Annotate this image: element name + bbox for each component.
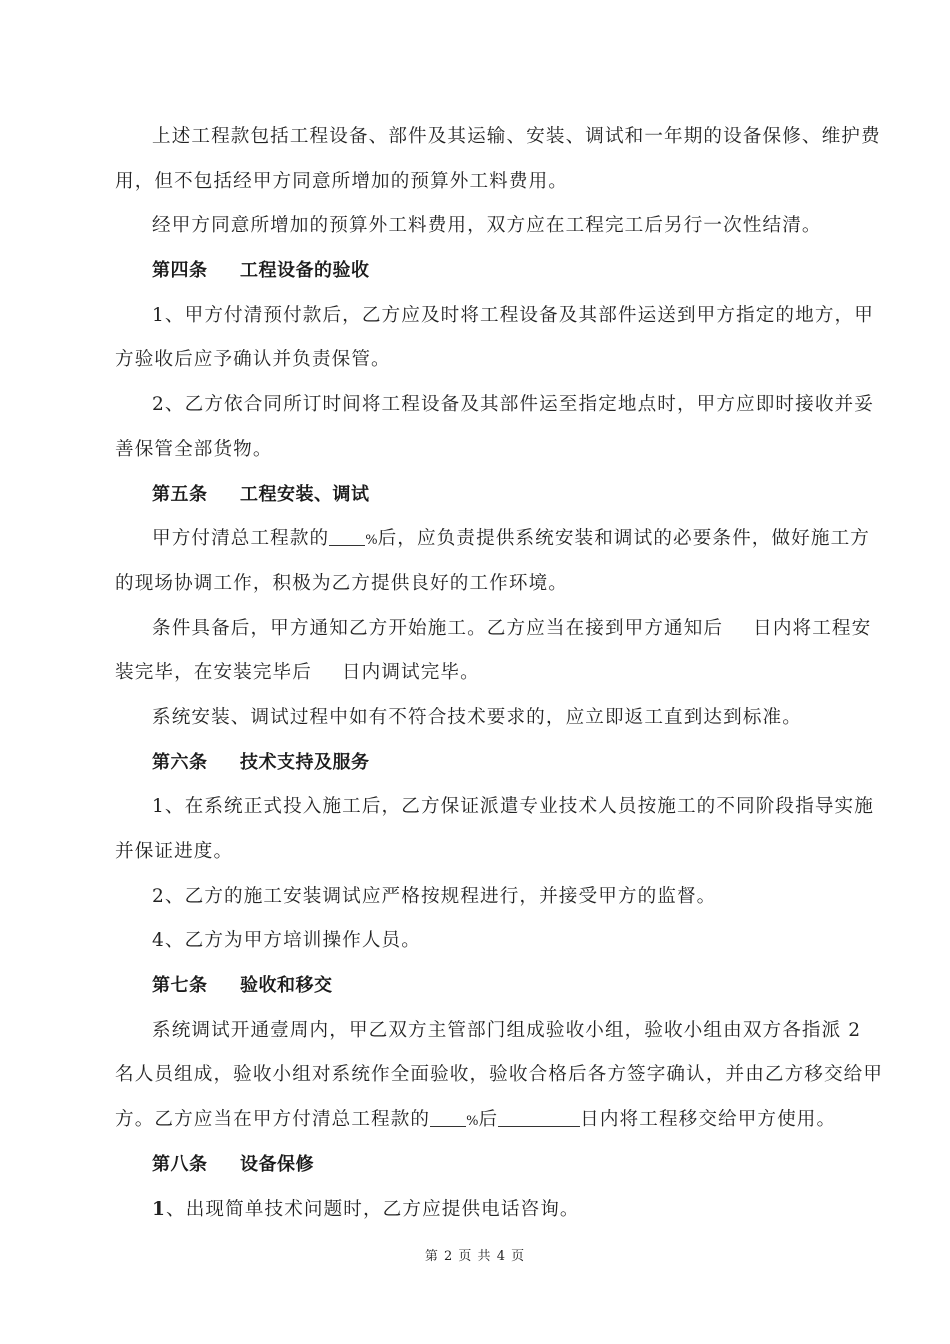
article-number: 第五条 <box>152 483 208 505</box>
paragraph-line: 系统调试开通壹周内，甲乙双方主管部门组成验收小组，验收小组由双方各指派 2 <box>152 1019 862 1041</box>
article-6-heading <box>115 748 837 793</box>
paragraph-line <box>115 1105 837 1150</box>
text-segment: 甲方付清总工程款的 <box>152 528 330 550</box>
item-number: 1 <box>152 1198 167 1220</box>
article-number: 第七条 <box>152 975 208 997</box>
article-number: 第四条 <box>152 260 208 282</box>
paragraph-line <box>115 524 870 569</box>
page-footer: 第 2 页 共 4 页 <box>424 1249 526 1264</box>
text-segment: 后 <box>478 1109 499 1131</box>
paragraph-line <box>115 1195 837 1240</box>
article-5-heading <box>115 480 837 525</box>
article-8-heading <box>115 1150 837 1195</box>
article-title: 技术支持及服务 <box>240 751 370 773</box>
paragraph-line: 方验收后应予确认并负责保管。 <box>115 349 391 371</box>
text-segment: 、出现简单技术问题时，乙方应提供电话咨询。 <box>166 1198 580 1220</box>
paragraph-line: 2、乙方的施工安装调试应严格按规程进行，并接受甲方的监督。 <box>152 885 717 907</box>
text-segment: 条件具备后，甲方通知乙方开始施工。乙方应当在接到甲方通知后 <box>152 617 724 639</box>
days-blank-field[interactable] <box>498 1106 580 1127</box>
text-segment: 日内将工程安 <box>753 617 872 639</box>
article-title: 设备保修 <box>240 1153 314 1175</box>
paragraph-line <box>115 614 872 659</box>
paragraph-line: 1、在系统正式投入施工后，乙方保证派遣专业技术人员按施工的不同阶段指导实施 <box>152 796 874 818</box>
percent-sign: % <box>365 533 378 549</box>
article-4-heading <box>115 256 837 301</box>
article-title: 工程安装、调试 <box>240 483 370 505</box>
paragraph-line: 1、甲方付清预付款后，乙方应及时将工程设备及其部件运送到甲方指定的地方，甲 <box>152 304 874 326</box>
paragraph-line: 用，但不包括经甲方同意所增加的预算外工料费用。 <box>115 170 568 192</box>
document-body <box>115 122 884 1239</box>
paragraph-line: 善保管全部货物。 <box>115 438 273 460</box>
text-segment: 日内将工程移交给甲方使用。 <box>580 1109 837 1131</box>
paragraph-line <box>115 658 837 703</box>
percent-sign: % <box>466 1114 479 1130</box>
paragraph-line: 系统安装、调试过程中如有不符合技术要求的，应立即返工直到达到标准。 <box>152 706 802 728</box>
article-7-heading <box>115 971 837 1016</box>
paragraph-line: 并保证进度。 <box>115 841 234 862</box>
article-title: 验收和移交 <box>240 975 333 997</box>
paragraph-line: 4、乙方为甲方培训操作人员。 <box>152 930 421 952</box>
percent-blank-field[interactable] <box>430 1106 466 1127</box>
article-title: 工程设备的验收 <box>240 260 370 282</box>
article-number: 第八条 <box>152 1153 208 1175</box>
paragraph-line: 上述工程款包括工程设备、部件及其运输、安装、调试和一年期的设备保修、维护费 <box>152 126 881 147</box>
text-segment: 装完毕，在安装完毕后 <box>115 662 312 684</box>
paragraph-line: 的现场协调工作，积极为乙方提供良好的工作环境。 <box>115 572 568 594</box>
text-segment: 日内调试完毕。 <box>341 662 480 684</box>
text-segment: 方。乙方应当在甲方付清总工程款的 <box>115 1109 431 1131</box>
article-number: 第六条 <box>152 751 208 773</box>
paragraph-line: 经甲方同意所增加的预算外工料费用，双方应在工程完工后另行一次性结清。 <box>152 215 822 237</box>
text-segment: 后，应负责提供系统安装和调试的必要条件，做好施工方 <box>377 528 870 550</box>
paragraph-line: 2、乙方依合同所订时间将工程设备及其部件运至指定地点时，甲方应即时接收并妥 <box>152 394 874 416</box>
percent-blank-field[interactable] <box>329 525 365 546</box>
paragraph-line: 名人员组成，验收小组对系统作全面验收，验收合格后各方签字确认，并由乙方移交给甲 <box>115 1064 884 1086</box>
